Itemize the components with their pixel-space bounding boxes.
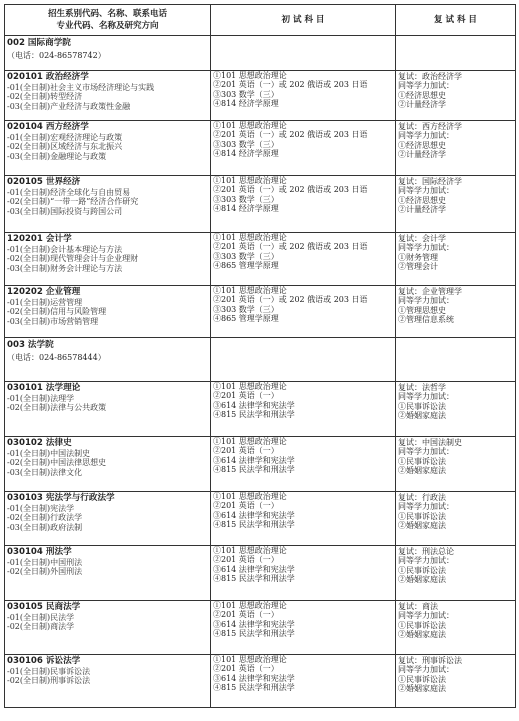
retest-subject: 复试：刑事诉讼法	[398, 656, 462, 665]
college-cell	[5, 36, 211, 71]
retest-subject: ②计量经济学	[398, 150, 446, 160]
program-cell	[5, 601, 211, 655]
retest-cell	[396, 233, 516, 286]
retest-subject: 同等学力加试：	[398, 392, 454, 402]
exam-subject: ④815 民法学和刑法学	[213, 574, 295, 584]
retest-subject: 复试：行政法	[398, 493, 446, 502]
major-heading	[7, 547, 208, 558]
research-direction: -03(全日制)政府法制	[7, 522, 83, 532]
exam-cell	[211, 655, 396, 708]
retest-subject: ②婚姻家庭法	[398, 411, 446, 421]
header-row	[5, 5, 516, 36]
exam-subject: ③303 数学（三）	[213, 304, 279, 314]
exam-cell	[211, 71, 396, 121]
research-direction: -02(全日制)区域经济与东北振兴	[7, 142, 123, 152]
retest-cell	[396, 176, 516, 233]
header-initial-exam: 初 试 科 目	[211, 5, 396, 36]
exam-subject: ②201 英语（一）	[213, 664, 279, 674]
program-cell	[5, 233, 211, 286]
retest-subject: 同等学力加试：	[398, 556, 454, 566]
retest-cell	[396, 437, 516, 492]
program-cell	[5, 382, 211, 437]
exam-cell	[211, 176, 396, 233]
major-name: 法学理论	[45, 383, 81, 393]
exam-subject: ②201 英语（一）	[213, 501, 279, 511]
exam-subject: ④815 民法学和刑法学	[213, 629, 295, 639]
exam-subject: ②201 英语（一）或 202 俄语或 203 日语	[213, 185, 368, 195]
major-row	[5, 176, 516, 233]
program-cell	[5, 546, 211, 601]
exam-subject: ④865 管理学原理	[213, 261, 279, 271]
retest-subject: ①经济思想史	[398, 140, 446, 150]
exam-subject: ①101 思想政治理论	[213, 121, 287, 130]
retest-cell	[396, 382, 516, 437]
major-heading	[7, 72, 208, 83]
college-name: 003 法学院	[7, 340, 54, 350]
retest-subject: ②婚姻家庭法	[398, 521, 446, 531]
retest-cell	[396, 655, 516, 708]
college-row	[5, 338, 516, 382]
exam-subject: ④814 经济学原理	[213, 99, 279, 109]
major-code: 120201	[7, 234, 43, 244]
exam-subject: ①101 思想政治理论	[213, 176, 287, 185]
retest-subject: ①经济思想史	[398, 90, 446, 100]
research-direction: -03(全日制)金融理论与政策	[7, 151, 107, 161]
research-direction: -02(全日制)商法学	[7, 622, 75, 632]
major-heading	[7, 177, 208, 188]
retest-cell	[396, 546, 516, 601]
exam-cell	[211, 601, 396, 655]
exam-subject: ①101 思想政治理论	[213, 71, 287, 80]
major-name: 会计学	[45, 234, 72, 244]
exam-subject: ④815 民法学和刑法学	[213, 410, 295, 420]
college-retest-cell	[396, 338, 516, 382]
college-exam-cell	[211, 36, 396, 71]
exam-cell	[211, 233, 396, 286]
major-row	[5, 71, 516, 121]
exam-subject: ④815 民法学和刑法学	[213, 465, 295, 475]
retest-subject: 复试：政治经济学	[398, 72, 462, 81]
exam-subject: ③303 数学（三）	[213, 139, 279, 149]
research-direction: -01(全日制)会计基本理论与方法	[7, 245, 123, 254]
research-direction: -02(全日制)外国刑法	[7, 567, 83, 577]
retest-subject: ①民事诉讼法	[398, 456, 446, 466]
retest-cell	[396, 492, 516, 546]
research-direction: -01(全日制)法理学	[7, 394, 75, 403]
header-program-line1: 招生系别代码、名称、联系电话	[47, 9, 167, 19]
retest-cell	[396, 601, 516, 655]
major-name: 法律史	[45, 438, 72, 448]
catalog-body	[5, 36, 516, 708]
exam-cell	[211, 121, 396, 176]
retest-cell	[396, 71, 516, 121]
exam-subject: ③614 法律学和宪法学	[213, 510, 295, 520]
exam-subject: ①101 思想政治理论	[213, 286, 287, 295]
research-direction: -02(全日制)刑事诉讼法	[7, 676, 91, 686]
header-retest: 复 试 科 目	[396, 5, 516, 36]
major-heading	[7, 234, 208, 245]
exam-subject: ①101 思想政治理论	[213, 382, 287, 391]
major-code: 030103	[7, 493, 43, 503]
retest-subject: 复试：刑法总论	[398, 547, 454, 556]
research-direction: -01(全日制)民法学	[7, 613, 75, 622]
major-code: 030102	[7, 438, 43, 448]
exam-subject: ③614 法律学和宪法学	[213, 455, 295, 465]
exam-cell	[211, 437, 396, 492]
research-direction: -01(全日制)运营管理	[7, 298, 83, 307]
major-row	[5, 437, 516, 492]
research-direction: -02(全日制)现代管理会计与企业理财	[7, 254, 139, 264]
exam-subject: ①101 思想政治理论	[213, 655, 287, 664]
exam-subject: ③614 法律学和宪法学	[213, 619, 295, 629]
exam-subject: ①101 思想政治理论	[213, 546, 287, 555]
major-heading	[7, 383, 208, 394]
exam-subject: ②201 英语（一）	[213, 610, 279, 620]
major-row	[5, 121, 516, 176]
exam-subject: ②201 英语（一）或 202 俄语或 203 日语	[213, 130, 368, 140]
retest-subject: 复试：会计学	[398, 234, 446, 243]
retest-subject: 复试：法哲学	[398, 383, 446, 392]
retest-subject: 复试：商法	[398, 602, 438, 611]
retest-subject: ①民事诉讼法	[398, 620, 446, 630]
retest-subject: ②计量经济学	[398, 100, 446, 110]
program-cell	[5, 492, 211, 546]
college-phone: （电话：024-86578444）	[7, 353, 106, 362]
research-direction: -01(全日制)宏观经济理论与政策	[7, 133, 123, 142]
retest-subject: ②婚姻家庭法	[398, 575, 446, 585]
retest-cell	[396, 286, 516, 338]
admission-catalog-sheet	[4, 4, 515, 708]
research-direction: -03(全日制)财务会计理论与方法	[7, 263, 123, 273]
exam-cell	[211, 286, 396, 338]
major-code: 020104	[7, 122, 43, 132]
major-heading	[7, 122, 208, 133]
major-heading	[7, 493, 208, 504]
retest-subject: 同等学力加试：	[398, 447, 454, 457]
program-cell	[5, 437, 211, 492]
exam-subject: ①101 思想政治理论	[213, 492, 287, 501]
research-direction: -03(全日制)国际投资与跨国公司	[7, 206, 123, 216]
exam-subject: ③303 数学（三）	[213, 194, 279, 204]
major-code: 030101	[7, 383, 43, 393]
retest-subject: 同等学力加试：	[398, 243, 454, 253]
major-name: 诉讼法学	[45, 656, 81, 666]
program-cell	[5, 286, 211, 338]
major-row	[5, 233, 516, 286]
major-row	[5, 655, 516, 708]
program-cell	[5, 176, 211, 233]
exam-cell	[211, 492, 396, 546]
major-row	[5, 286, 516, 338]
major-name: 刑法学	[45, 547, 72, 557]
exam-subject: ②201 英语（一）或 202 俄语或 203 日语	[213, 242, 368, 252]
exam-subject: ③303 数学（三）	[213, 89, 279, 99]
retest-subject: ①民事诉讼法	[398, 674, 446, 684]
major-name: 民商法学	[45, 602, 81, 612]
major-name: 宪法学与行政法学	[45, 493, 115, 503]
major-code: 020105	[7, 177, 43, 187]
exam-subject: ④815 民法学和刑法学	[213, 683, 295, 693]
research-direction: -01(全日制)中国法制史	[7, 449, 91, 458]
exam-subject: ①101 思想政治理论	[213, 437, 287, 446]
exam-subject: ③614 法律学和宪法学	[213, 564, 295, 574]
major-row	[5, 382, 516, 437]
college-name: 002 国际商学院	[7, 38, 71, 48]
major-code: 120202	[7, 287, 43, 297]
major-code: 030106	[7, 656, 43, 666]
retest-subject: ②计量经济学	[398, 205, 446, 215]
research-direction: -02(全日制)信用与风险管理	[7, 307, 107, 317]
exam-subject: ②201 英语（一）或 202 俄语或 203 日语	[213, 80, 368, 90]
retest-subject: 同等学力加试：	[398, 665, 454, 675]
major-name: 企业管理	[45, 287, 81, 297]
retest-subject: ①民事诉讼法	[398, 511, 446, 521]
retest-subject: ②管理会计	[398, 262, 438, 272]
major-name: 世界经济	[45, 177, 81, 187]
exam-subject: ②201 英语（一）或 202 俄语或 203 日语	[213, 295, 368, 305]
retest-subject: 同等学力加试：	[398, 131, 454, 141]
exam-subject: ②201 英语（一）	[213, 391, 279, 401]
major-heading	[7, 602, 208, 613]
college-cell	[5, 338, 211, 382]
college-phone: （电话：024-86578742）	[7, 51, 106, 60]
retest-subject: ②婚姻家庭法	[398, 466, 446, 476]
exam-subject: ①101 思想政治理论	[213, 233, 287, 242]
program-cell	[5, 71, 211, 121]
retest-subject: ①管理思想史	[398, 305, 446, 315]
retest-subject: ①财务管理	[398, 252, 438, 262]
catalog-table	[4, 4, 516, 708]
major-row	[5, 601, 516, 655]
research-direction: -02(全日制)法律与公共政策	[7, 403, 107, 413]
retest-subject: ①经济思想史	[398, 195, 446, 205]
retest-cell	[396, 121, 516, 176]
research-direction: -03(全日制)产业经济与政策性金融	[7, 101, 131, 111]
retest-subject: ①民事诉讼法	[398, 565, 446, 575]
research-direction: -02(全日制)转型经济	[7, 92, 83, 102]
major-code: 030104	[7, 547, 43, 557]
retest-subject: 同等学力加试：	[398, 186, 454, 196]
major-row	[5, 546, 516, 601]
research-direction: -02(全日制)行政法学	[7, 513, 83, 523]
retest-subject: 同等学力加试：	[398, 502, 454, 512]
research-direction: -03(全日制)法律文化	[7, 467, 83, 477]
header-program-line2: 专业代码、名称及研究方向	[56, 21, 159, 31]
exam-subject: ②201 英语（一）	[213, 555, 279, 565]
college-row	[5, 36, 516, 71]
major-row	[5, 492, 516, 546]
research-direction: -01(全日制)宪法学	[7, 504, 75, 513]
major-code: 030105	[7, 602, 43, 612]
research-direction: -02(全日制)“一带一路”经济合作研究	[7, 197, 139, 207]
retest-subject: 同等学力加试：	[398, 81, 454, 91]
program-cell	[5, 121, 211, 176]
major-heading	[7, 287, 208, 298]
retest-subject: 同等学力加试：	[398, 611, 454, 621]
exam-subject: ④814 经济学原理	[213, 204, 279, 214]
program-cell	[5, 655, 211, 708]
major-name: 西方经济学	[45, 122, 89, 132]
exam-subject: ①101 思想政治理论	[213, 601, 287, 610]
exam-cell	[211, 546, 396, 601]
exam-subject: ④815 民法学和刑法学	[213, 520, 295, 530]
exam-subject: ④814 经济学原理	[213, 149, 279, 159]
retest-subject: ②婚姻家庭法	[398, 630, 446, 640]
research-direction: -01(全日制)经济全球化与自由贸易	[7, 188, 131, 197]
major-code: 020101	[7, 72, 43, 82]
exam-subject: ④865 管理学原理	[213, 314, 279, 324]
retest-subject: ②管理信息系统	[398, 315, 454, 325]
major-heading	[7, 438, 208, 449]
college-exam-cell	[211, 338, 396, 382]
college-retest-cell	[396, 36, 516, 71]
major-name: 政治经济学	[45, 72, 89, 82]
research-direction: -01(全日制)社会主义市场经济理论与实践	[7, 83, 155, 92]
research-direction: -01(全日制)民事诉讼法	[7, 667, 91, 676]
retest-subject: 复试：国际经济学	[398, 177, 462, 186]
research-direction: -01(全日制)中国刑法	[7, 558, 83, 567]
retest-subject: 同等学力加试：	[398, 296, 454, 306]
exam-cell	[211, 382, 396, 437]
retest-subject: ①民事诉讼法	[398, 401, 446, 411]
header-program-column	[5, 5, 211, 36]
exam-subject: ③303 数学（三）	[213, 251, 279, 261]
research-direction: -03(全日制)市场营销管理	[7, 316, 99, 326]
retest-subject: ②婚姻家庭法	[398, 684, 446, 694]
research-direction: -02(全日制)中国法律思想史	[7, 458, 107, 468]
exam-subject: ③614 法律学和宪法学	[213, 673, 295, 683]
major-heading	[7, 656, 208, 667]
retest-subject: 复试：企业管理学	[398, 287, 462, 296]
retest-subject: 复试：中国法制史	[398, 438, 462, 447]
exam-subject: ③614 法律学和宪法学	[213, 400, 295, 410]
exam-subject: ②201 英语（一）	[213, 446, 279, 456]
retest-subject: 复试：西方经济学	[398, 122, 462, 131]
